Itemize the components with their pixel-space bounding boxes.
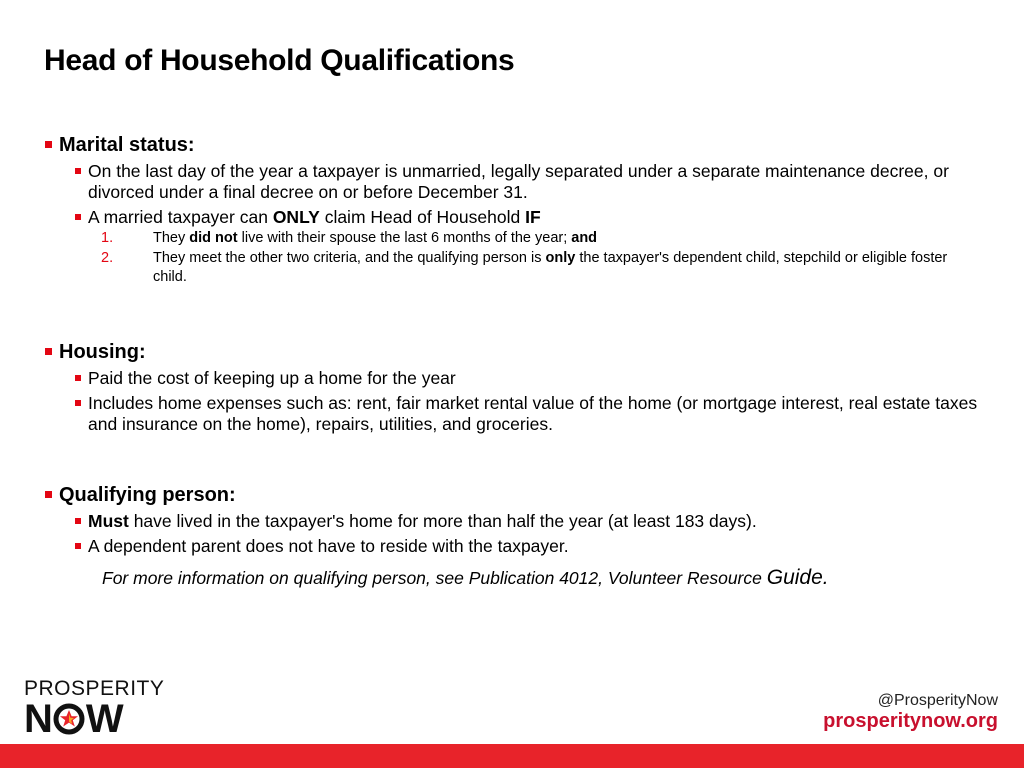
marital-status-heading: Marital status: [44,133,984,157]
marital-bullet-2: A married taxpayer can ONLY claim Head of Household IF [44,207,984,228]
housing-heading: Housing: [44,340,984,364]
marital-status-section [44,133,984,287]
website-link[interactable]: prosperitynow.org [823,710,998,732]
bullet-square-icon [45,141,52,148]
bullet-square-icon [75,168,81,174]
marital-numbered-2: 2. They meet the other two criteria, and the qualifying person is only the taxpayer's dependent child, stepchild or eligible foster child. [101,250,948,285]
star-o-logo-icon [53,703,85,735]
bullet-square-icon [45,491,52,498]
marital-bullet-1: On the last day of the year a taxpayer is unmarried, legally separated under a separate maintenance decree, or divorced under a final decree on or before December 31. [44,161,984,203]
bullet-square-icon [75,543,81,549]
qualifying-person-heading: Qualifying person: [44,483,984,507]
social-handle: @ProsperityNow [877,692,998,709]
housing-section [44,340,984,435]
housing-bullet-1: Paid the cost of keeping up a home for the year [44,368,984,389]
housing-bullet-2: Includes home expenses such as: rent, fair market rental value of the home (or mortgage interest, real estate taxes and insurance on the home), repairs, utilities, and groceries. [44,393,984,435]
publication-note: For more information on qualifying person, see Publication 4012, Volunteer Resource Guide. [102,566,829,589]
prosperity-now-logo: PROSPERITY N W [24,677,165,741]
bullet-square-icon [75,375,81,381]
bullet-square-icon [75,518,81,524]
list-number: 2. [101,250,114,266]
slide-title: Head of Household Qualifications [44,44,515,77]
bullet-square-icon [75,214,81,220]
footer-bar [0,744,1024,768]
list-number: 1. [101,230,114,246]
marital-numbered-1: 1. They did not live with their spouse the last 6 months of the year; and [101,230,598,246]
bullet-square-icon [45,348,52,355]
qualifying-bullet-2: A dependent parent does not have to reside with the taxpayer. [44,536,984,557]
qualifying-person-section [44,483,984,557]
qualifying-bullet-1: Must have lived in the taxpayer's home for more than half the year (at least 183 days). [44,511,984,532]
bullet-square-icon [75,400,81,406]
